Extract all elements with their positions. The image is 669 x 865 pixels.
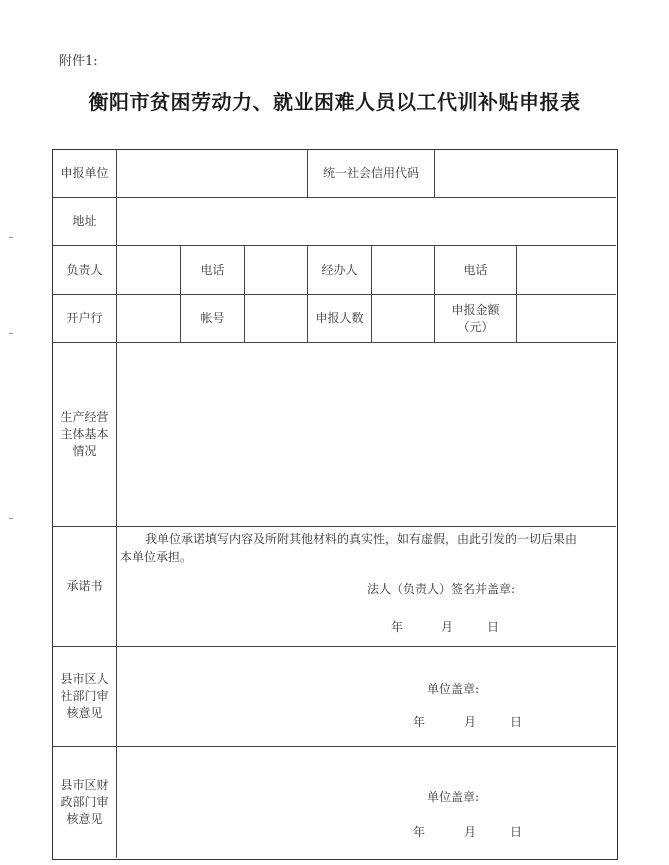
finance-day: 日 [510, 825, 523, 839]
commitment-year: 年 [391, 620, 404, 634]
hr-year: 年 [413, 715, 426, 729]
label-basic-info-line1: 生产经营 [60, 410, 109, 424]
bank-field[interactable] [117, 295, 180, 342]
scan-mark [9, 237, 13, 238]
finance-year: 年 [413, 825, 426, 839]
address-field[interactable] [117, 198, 616, 245]
scan-mark [9, 518, 13, 519]
label-county-hr-line3: 核意见 [66, 706, 103, 720]
row-divider [53, 526, 616, 527]
amount-field[interactable] [517, 295, 616, 342]
label-basic-info-line2: 主体基本 [60, 427, 109, 441]
credit-code-field[interactable] [435, 150, 616, 197]
commitment-text-line2: 本单位承担。 [120, 550, 193, 564]
commitment-signature: 法人（负责人）签名并盖章: [367, 582, 516, 596]
label-basic-info [53, 343, 116, 526]
commitment-day: 日 [487, 620, 500, 634]
label-amount-line2: （元） [457, 319, 494, 334]
label-county-finance-review [53, 747, 116, 858]
commitment-text-line1: 我单位承诺填写内容及所附其他材料的真实性，如有虚假，由此引发的一切后果由 [145, 532, 578, 546]
label-commitment: 承诺书 [66, 579, 103, 593]
phone-2-field[interactable] [517, 246, 616, 294]
phone-1-field[interactable] [245, 246, 307, 294]
hr-seal-label: 单位盖章: [427, 682, 480, 696]
label-handler: 经办人 [321, 262, 358, 277]
hr-month: 月 [464, 715, 477, 729]
label-county-hr-line1: 县市区人 [60, 672, 109, 686]
label-applicant-unit: 申报单位 [60, 166, 109, 180]
label-account: 帐号 [200, 311, 225, 325]
scan-mark [9, 333, 13, 334]
commitment-month: 月 [441, 620, 454, 634]
label-county-finance-line3: 核意见 [66, 812, 103, 826]
hr-day: 日 [510, 715, 523, 729]
form-title: 衡阳市贫困劳动力、就业困难人员以工代训补贴申报表 [88, 90, 581, 114]
label-applicant-count: 申报人数 [315, 311, 364, 325]
label-county-hr-review [53, 647, 116, 746]
application-form-table [52, 149, 618, 860]
label-county-finance-line1: 县市区财 [60, 778, 109, 792]
applicant-unit-field[interactable] [117, 150, 307, 197]
label-basic-info-line3: 情况 [72, 444, 97, 458]
label-address: 地址 [72, 214, 97, 228]
basic-info-field[interactable] [117, 343, 616, 526]
row-divider [53, 646, 616, 647]
person-in-charge-field[interactable] [117, 246, 180, 294]
label-phone-2: 电话 [463, 262, 488, 277]
finance-month: 月 [464, 825, 477, 839]
attachment-label: 附件1: [59, 54, 98, 69]
label-phone-1: 电话 [200, 262, 225, 277]
handler-field[interactable] [372, 246, 434, 294]
label-person-in-charge: 负责人 [66, 262, 103, 277]
label-county-finance-line2: 政部门审 [60, 795, 109, 809]
account-field[interactable] [245, 295, 307, 342]
applicant-count-field[interactable] [372, 295, 434, 342]
label-amount [435, 295, 516, 342]
label-county-hr-line2: 社部门审 [60, 689, 109, 703]
label-credit-code: 统一社会信用代码 [322, 166, 419, 180]
row-divider [53, 746, 616, 747]
finance-seal-label: 单位盖章: [427, 790, 480, 804]
label-amount-line1: 申报金额 [451, 302, 500, 317]
label-bank: 开户行 [66, 311, 103, 325]
